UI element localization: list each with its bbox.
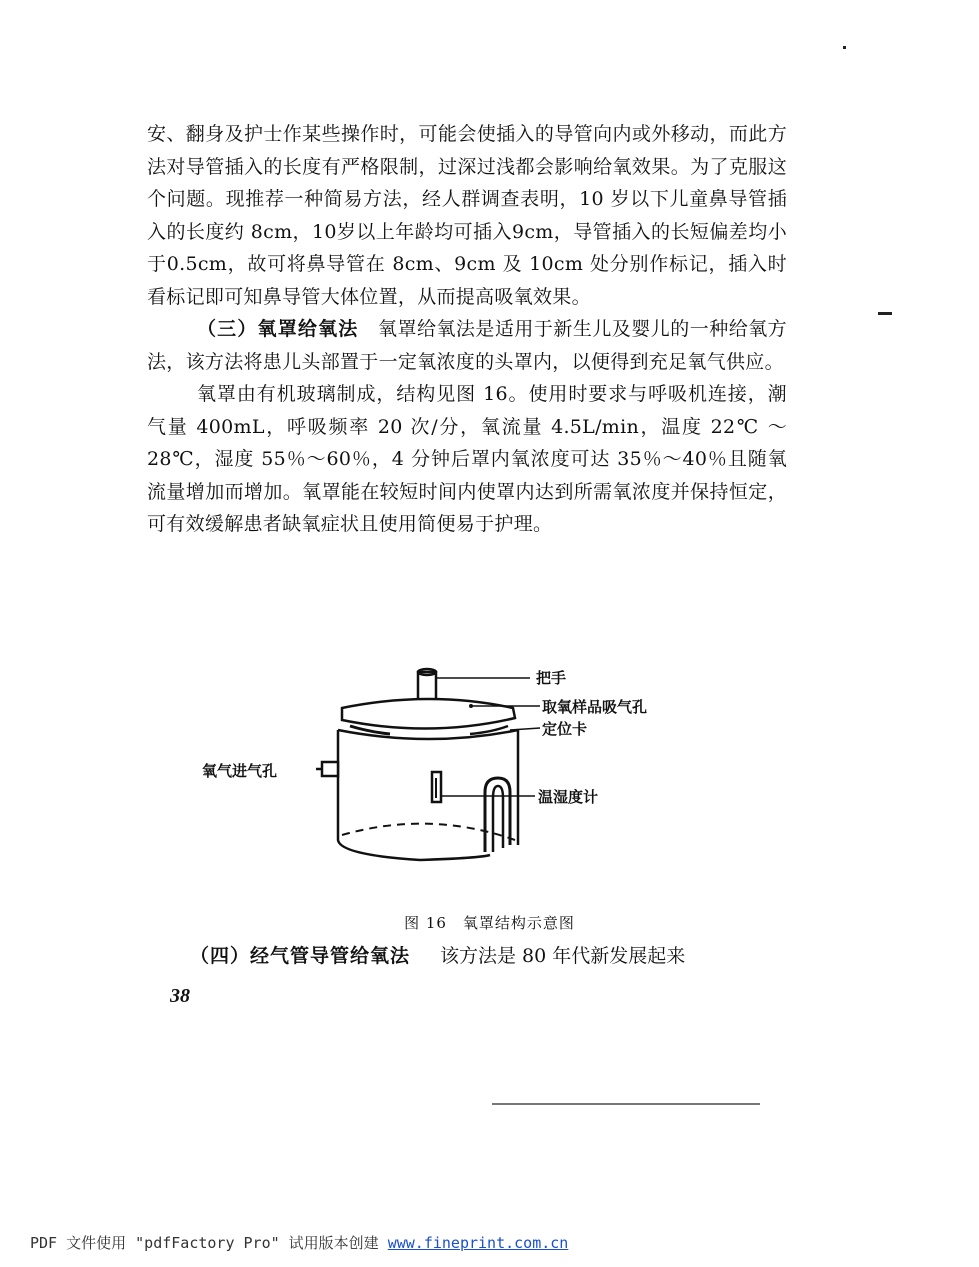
label-hygrometer: 温湿度计 [538, 788, 599, 806]
footer-link[interactable]: www.fineprint.com.cn [387, 1234, 569, 1252]
label-sample-hole: 取氧样品吸气孔 [542, 698, 648, 716]
label-oxygen-inlet: 氧气进气孔 [202, 762, 278, 780]
scan-line [492, 1103, 760, 1105]
page-number: 38 [170, 985, 190, 1007]
figure-caption: 图 16 氧罩结构示意图 [404, 914, 575, 932]
paragraph-2-text: 氧罩给氧法是适用于新生儿及婴儿的一种给氧方法，该方法将患儿头部置于一定氧浓度的头罩内，以便得到充足氧气供应。 [147, 318, 787, 373]
pdf-footer [30, 1232, 568, 1253]
section-3-heading: （三）氧罩给氧法 [197, 318, 359, 340]
lid-shape [342, 699, 515, 729]
opening-shape [485, 778, 510, 852]
section-4-line [190, 940, 790, 972]
label-handle: 把手 [536, 669, 567, 687]
footer-text: PDF 文件使用 "pdfFactory Pro" 试用版本创建 [30, 1234, 388, 1252]
label-locating-clip: 定位卡 [542, 720, 588, 738]
cylinder-bottom-front [420, 855, 490, 860]
cylinder-bottom-back [342, 824, 515, 840]
oxygen-hood-diagram [180, 660, 740, 900]
scan-mark [878, 312, 892, 315]
paragraph-3: 氧罩由有机玻璃制成，结构见图 16。使用时要求与呼吸机连接，潮气量 400mL，呼吸频率 20 次/分，氧流量 4.5L/min，温度 22℃ ～28℃，湿度 55％～60％，4 分钟后罩内氧浓度可达 35％～40％且随氧流量增加而增加。氧罩能在较短时间内使罩内达到所需氧浓度并保持恒定，可有效缓解患者缺氧症状且使用简便易于护理。 [147, 383, 787, 535]
cylinder-left-edge [338, 730, 420, 860]
body-text [147, 118, 787, 541]
section-4-text: 该方法是 80 年代新发展起来 [440, 945, 686, 967]
scan-mark [843, 46, 846, 49]
inlet-shape [322, 762, 338, 776]
section-4-heading: （四）经气管导管给氧法 [190, 945, 411, 967]
paragraph-2 [147, 313, 787, 378]
paragraph-1: 安、翻身及护士作某些操作时，可能会使插入的导管向内或外移动，而此方法对导管插入的长度有严格限制，过深过浅都会影响给氧效果。为了克服这个问题。现推荐一种简易方法，经人群调查表明，10 岁以下儿童鼻导管插入的长度约 8cm，10岁以上年龄均可插入9cm，导管插入的长短偏差均小于0.5cm，故可将鼻导管在 8cm、9cm 及 10cm 处分别作标记，插入时看标记即可知鼻导管大体位置，从而提高吸氧效果。 [147, 123, 787, 308]
